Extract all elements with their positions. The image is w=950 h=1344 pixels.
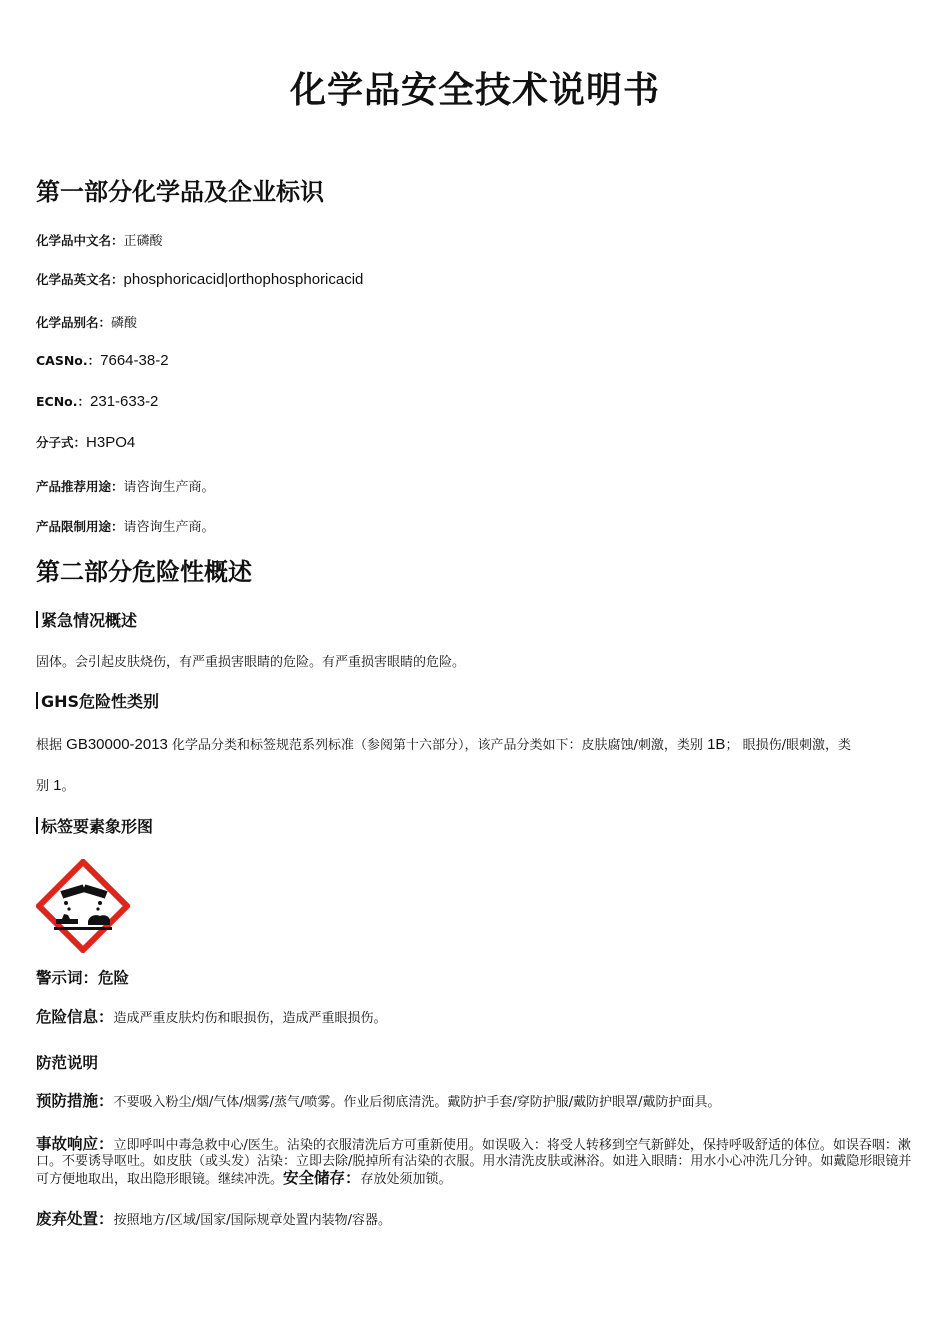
heading-bar (36, 611, 38, 628)
field-value: 231-633-2 (90, 393, 159, 410)
field-value: phosphoricacid|orthophosphoricacid (123, 271, 364, 288)
field-restricted-use (36, 516, 215, 535)
field-value: 正磷酸 (123, 234, 163, 249)
disposal-value: 按照地方/区域/国家/国际规章处置内装物/容器。 (113, 1213, 392, 1228)
label-elements-heading: 标签要素象形图 (36, 814, 153, 837)
field-chinese-name (36, 230, 163, 249)
precaution-heading: 防范说明 (36, 1054, 99, 1072)
response-paragraph (36, 1136, 920, 1188)
emergency-heading: 紧急情况概述 (36, 608, 137, 631)
field-value: 磷酸 (111, 316, 138, 331)
field-recommended-use (36, 476, 215, 495)
field-cas-no (36, 351, 169, 369)
field-label: 化学品英文名： (36, 272, 124, 287)
disposal-label: 废弃处置： (36, 1210, 114, 1228)
field-alias (36, 312, 137, 331)
ghs-text-line1: 根据 GB30000-2013 化学品分类和标签规范系列标准（参阅第十六部分），该产品分类如下：皮肤腐蚀/刺激，类别 1B； 眼损伤/眼刺激，类 (36, 736, 851, 753)
field-label: 分子式： (36, 435, 87, 450)
pictogram-border (39, 862, 127, 950)
corrosion-pictogram (36, 859, 130, 953)
field-label: CASNo.： (36, 353, 101, 368)
ghs-heading: GHS危险性类别 (36, 689, 159, 712)
response-label: 事故响应： (36, 1135, 114, 1153)
field-formula (36, 433, 135, 451)
section1-heading: 第一部分化学品及企业标识 (36, 178, 324, 206)
disposal (36, 1207, 391, 1229)
signal-word-label: 警示词： (36, 969, 99, 987)
field-label: 化学品别名： (36, 315, 112, 330)
document-title: 化学品安全技术说明书 (289, 70, 660, 111)
field-label: 产品推荐用途： (36, 479, 124, 494)
field-label: ECNo.： (36, 394, 91, 409)
prevention-value: 不要吸入粉尘/烟/气体/烟雾/蒸气/喷雾。作业后彻底清洗。戴防护手套/穿防护服/戴防护眼罩/戴防护面具。 (113, 1095, 721, 1110)
heading-bar (36, 817, 38, 834)
field-label: 产品限制用途： (36, 519, 124, 534)
ghs-text-line2: 别 1。 (36, 777, 75, 794)
hazard-info-value: 造成严重皮肤灼伤和眼损伤，造成严重眼损伤。 (113, 1011, 387, 1026)
surface-icon (56, 919, 78, 924)
storage-value: 存放处须加锁。 (360, 1172, 452, 1187)
storage-label: 安全储存： (283, 1169, 361, 1187)
field-value: 请咨询生产商。 (123, 480, 215, 495)
ground-line (54, 927, 112, 930)
field-ec-no (36, 392, 158, 410)
field-value: H3PO4 (86, 434, 136, 451)
signal-word (36, 966, 129, 988)
heading-bar (36, 692, 38, 709)
field-value: 7664-38-2 (100, 352, 169, 369)
signal-word-value: 危险 (98, 969, 130, 987)
hand-icon (88, 915, 110, 925)
field-english-name (36, 270, 363, 288)
response-value: 立即呼叫中毒急救中心/医生。沾染的衣服清洗后方可重新使用。如误吸入：将受人转移到空气新鲜处，保持呼吸舒适的体位。如误吞咽：漱口。不要诱导呕吐。如皮肤（或头发）沾染：立即去除/脱掉所有沾染的衣服。用水清洗皮肤或淋浴。如进入眼睛：用水小心冲洗几分钟。如戴隐形眼镜并可方便地取出，取出隐形眼镜。继续冲洗。 (36, 1138, 912, 1187)
field-value: 请咨询生产商。 (123, 520, 215, 535)
hazard-info (36, 1005, 387, 1027)
hazard-info-label: 危险信息： (36, 1008, 114, 1026)
emergency-text: 固体。会引起皮肤烧伤，有严重损害眼睛的危险。有严重损害眼睛的危险。 (36, 655, 466, 670)
field-label: 化学品中文名： (36, 233, 124, 248)
prevention (36, 1089, 721, 1111)
prevention-label: 预防措施： (36, 1092, 114, 1110)
section2-heading: 第二部分危险性概述 (36, 558, 252, 586)
